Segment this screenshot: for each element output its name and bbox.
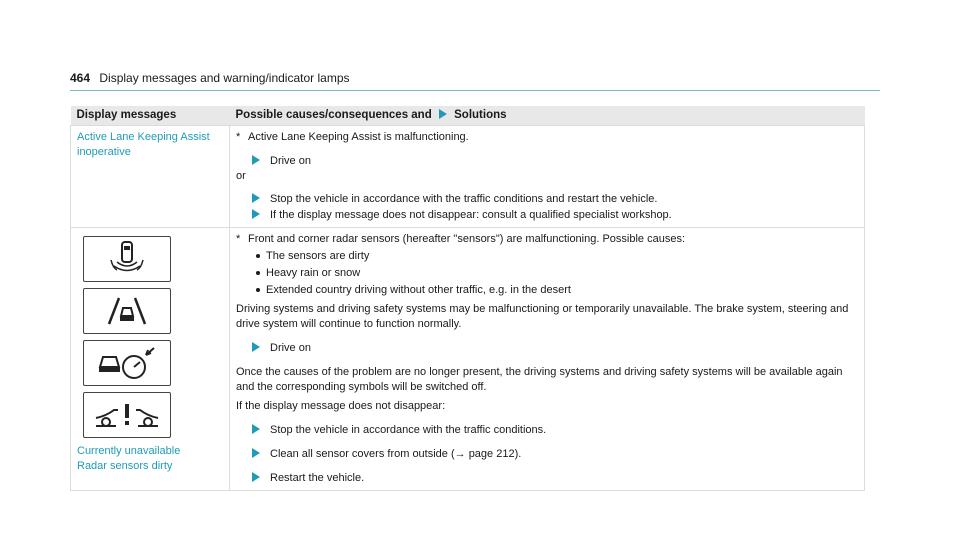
messages-table [70,106,865,491]
row1-causes [230,126,865,228]
row1-cause: Active Lane Keeping Assist is malfunctioning. [248,131,469,143]
page-header [70,70,880,91]
arrow-right-icon [439,109,447,119]
row1-step2: Stop the vehicle in accordance with the traffic conditions and restart the vehicle. [270,193,658,205]
arrow-right-icon [252,472,260,482]
list-item: Extended country driving without other traffic, e.g. in the desert [256,283,858,298]
row2-step2: Stop the vehicle in accordance with the traffic conditions. [270,424,547,436]
col2-header-suffix: Solutions [454,109,507,121]
arrow-right-icon [252,155,260,165]
list-item: Heavy rain or snow [256,266,858,281]
page-number: 464 [70,71,91,85]
arrow-right-icon [252,209,260,219]
table-row [71,126,865,228]
arrow-right-icon [252,193,260,203]
table-row [71,228,865,491]
row2-step4: Restart the vehicle. [270,472,365,484]
message-lane-keeping: Active Lane Keeping Assist inoperative [71,126,230,228]
page-title: Display messages and warning/indicator lamps [99,71,350,85]
row2-messages [71,228,230,491]
row1-or: or [236,170,246,182]
arrow-right-icon [252,448,260,458]
arrow-right-icon [252,342,260,352]
row2-para2: Once the causes of the problem are no longer present, the driving systems and driving safety systems will be available again and the corresponding symbols will be switched off. [236,366,843,393]
asterisk: * [236,131,241,143]
message-radar-sensors-dirty: Radar sensors dirty [77,460,173,472]
row2-cause: Front and corner radar sensors (hereafter "sensors") are malfunctioning. Possible causes: [248,233,686,245]
cause-list [256,249,858,298]
parking-sensors-icon [83,236,171,282]
row2-para3: If the display message does not disappear: [236,400,446,412]
table-header-row [71,106,865,126]
asterisk: * [236,233,241,245]
row2-para1: Driving systems and driving safety systems may be malfunctioning or temporarily unavailable. The brake system, steering and drive system will continue to function normally. [236,303,849,330]
row1-step1: Drive on [270,155,311,167]
col2-header-prefix: Possible causes/consequences and [235,109,432,121]
arrow-right-icon [252,424,260,434]
row2-step1: Drive on [270,342,311,354]
row2-causes [230,228,865,491]
col-causes-solutions [230,106,865,126]
distance-assist-icon [83,340,171,386]
col-display-messages: Display messages [71,106,230,126]
list-item: The sensors are dirty [256,249,858,264]
lane-assist-icon [83,288,171,334]
message-currently-unavailable: Currently unavailable [77,445,181,457]
row2-step3: Clean all sensor covers from outside (→ page 212). [270,448,522,460]
blind-spot-icon [83,392,171,438]
row1-step3: If the display message does not disappear: consult a qualified specialist workshop. [270,209,672,221]
